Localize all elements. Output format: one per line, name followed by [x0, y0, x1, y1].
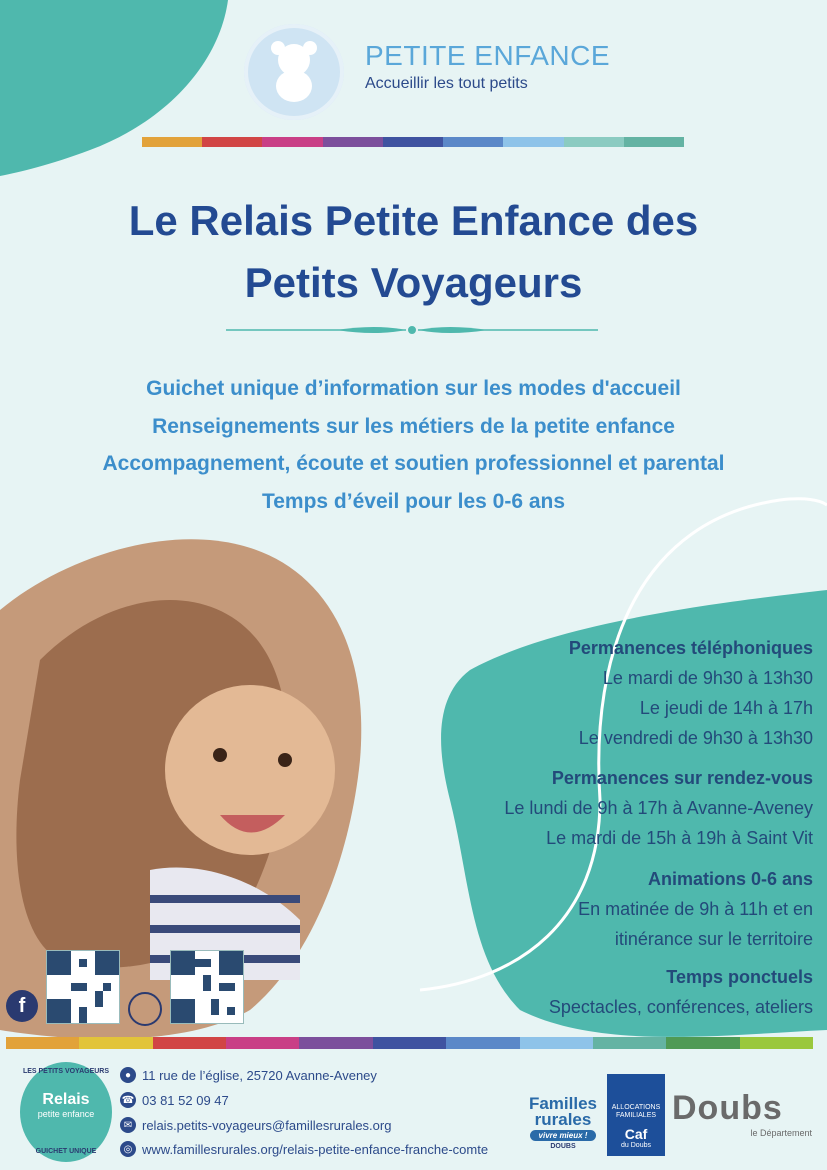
service-item: Renseignements sur les métiers de la petite enfance: [152, 414, 675, 438]
facebook-qr-code[interactable]: [46, 950, 120, 1024]
service-item: Accompagnement, écoute et soutien professionnel et parental: [102, 452, 725, 475]
animations-section: Animations 0-6 ans En matinée de 9h à 11h et en itinérance sur le territoire: [293, 864, 813, 954]
brand-subtitle: Accueillir les tout petits: [365, 75, 528, 92]
teddy-bear-icon: [266, 38, 322, 104]
section-heading: Permanences sur rendez-vous: [551, 768, 813, 788]
section-heading: Permanences téléphoniques: [568, 638, 813, 658]
footer-color-stripe: [6, 1037, 813, 1049]
globe-icon[interactable]: [128, 992, 162, 1026]
web-icon: ◎: [120, 1141, 136, 1157]
caf-logo: ALLOCATIONS FAMILIALES Caf du Doubs: [607, 1074, 665, 1156]
events-section: Temps ponctuels Spectacles, conférences, ateliers: [293, 962, 813, 1022]
top-left-blob: [0, 0, 228, 176]
email-row[interactable]: ✉ relais.petits-voyageurs@famillesrurales.org: [120, 1117, 391, 1133]
petite-enfance-logo: [244, 24, 344, 120]
address-row: ● 11 rue de l’église, 25720 Avanne-Aveney: [120, 1067, 377, 1083]
mail-icon: ✉: [120, 1117, 136, 1133]
facebook-icon[interactable]: f: [6, 990, 38, 1022]
relais-logo: LES PETITS VOYAGEURS Relais petite enfance GUICHET UNIQUE: [20, 1062, 112, 1162]
service-item: Temps d’éveil pour les 0-6 ans: [261, 489, 566, 513]
website-row[interactable]: ◎ www.famillesrurales.org/relais-petite-enfance-franche-comte: [120, 1141, 488, 1157]
doubs-department-logo: Doubs le Département: [672, 1089, 812, 1138]
section-heading: Animations 0-6 ans: [647, 869, 813, 889]
title-divider: [226, 320, 598, 340]
service-item: Guichet unique d’information sur les modes d'accueil: [146, 377, 681, 400]
page-title: Le Relais Petite Enfance des Petits Voyageurs: [128, 197, 699, 306]
top-color-stripe: [142, 137, 684, 147]
brand-title: PETITE ENFANCE: [365, 40, 611, 71]
familles-rurales-logo: Familles rurales vivre mieux ! DOUBS: [528, 1094, 598, 1150]
appointment-section: Permanences sur rendez-vous Le lundi de 9h à 17h à Avanne-Aveney Le mardi de 15h à 19h à Saint Vit: [293, 763, 813, 853]
phone-icon: ☎: [120, 1092, 136, 1108]
services-list: [20, 370, 807, 520]
phone-hours-section: Permanences téléphoniques Le mardi de 9h30 à 13h30 Le jeudi de 14h à 17h Le vendredi de 9h30 à 13h30: [293, 633, 813, 753]
location-pin-icon: ●: [120, 1067, 136, 1083]
website-qr-code[interactable]: [170, 950, 244, 1024]
section-heading: Temps ponctuels: [666, 967, 813, 987]
phone-row[interactable]: ☎ 03 81 52 09 47: [121, 1092, 229, 1108]
